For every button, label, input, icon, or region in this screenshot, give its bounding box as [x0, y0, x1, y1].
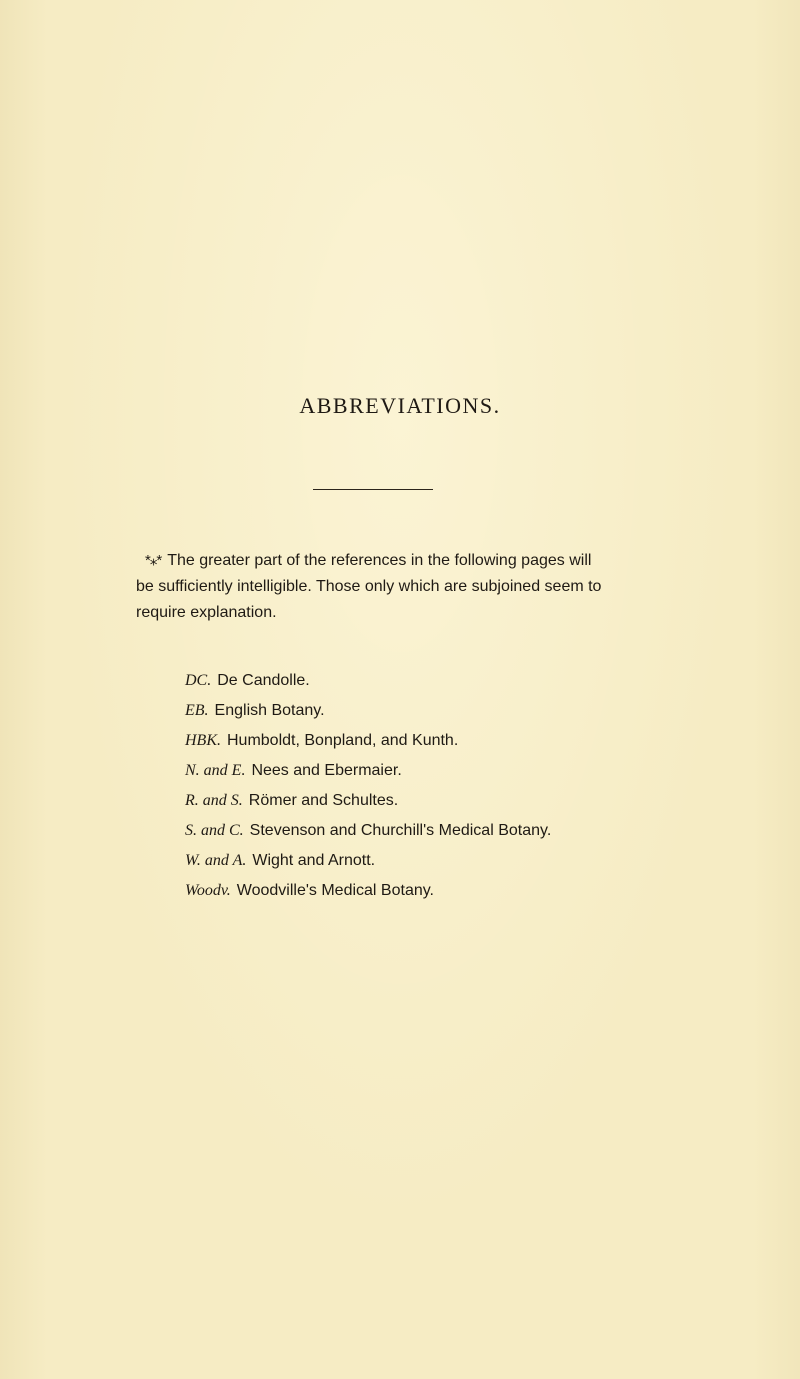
page-title: ABBREVIATIONS.	[299, 393, 501, 418]
intro-line-2: be sufficiently intelligible. Those only which are subjoined seem to	[136, 578, 602, 595]
abbreviation-term: R. and S.	[185, 792, 243, 809]
abbreviation-entry-w-and-a	[185, 846, 705, 876]
abbreviation-term: N. and E.	[185, 762, 246, 779]
abbreviation-meaning: Römer and Schultes.	[248, 792, 399, 809]
abbreviation-entry-woodv	[185, 876, 705, 906]
abbreviation-term: EB.	[185, 702, 209, 719]
title-divider	[313, 489, 433, 490]
abbreviation-term: S. and C.	[185, 822, 244, 839]
abbreviation-entry-dc	[185, 666, 705, 696]
intro-line-1	[136, 548, 656, 574]
abbreviation-entry-hbk	[185, 726, 705, 756]
abbreviation-meaning: Humboldt, Bonpland, and Kunth.	[227, 732, 459, 749]
abbreviation-meaning: Wight and Arnott.	[252, 852, 376, 869]
abbreviation-meaning: Stevenson and Churchill's Medical Botany.	[249, 822, 552, 839]
intro-text-1: The greater part of the references in the following pages will	[167, 552, 592, 569]
abbreviation-entry-n-and-e	[185, 756, 705, 786]
abbreviation-meaning: Woodville's Medical Botany.	[236, 882, 434, 899]
abbreviation-entry-r-and-s	[185, 786, 705, 816]
abbreviation-meaning: De Candolle.	[217, 672, 310, 689]
intro-line-3: require explanation.	[136, 604, 277, 621]
abbreviation-entry-eb	[185, 696, 705, 726]
abbreviation-term: Woodv.	[185, 882, 231, 899]
abbreviation-meaning: Nees and Ebermaier.	[251, 762, 402, 779]
abbreviation-term: W. and A.	[185, 852, 247, 869]
abbreviation-term: HBK.	[185, 732, 221, 749]
abbreviation-entry-s-and-c	[185, 816, 705, 846]
intro-paragraph	[136, 548, 656, 626]
abbreviation-meaning: English Botany.	[214, 702, 325, 719]
abbreviation-term: DC.	[185, 672, 212, 689]
asterism-mark: *⁎*	[145, 552, 162, 569]
abbreviation-list	[185, 666, 705, 906]
